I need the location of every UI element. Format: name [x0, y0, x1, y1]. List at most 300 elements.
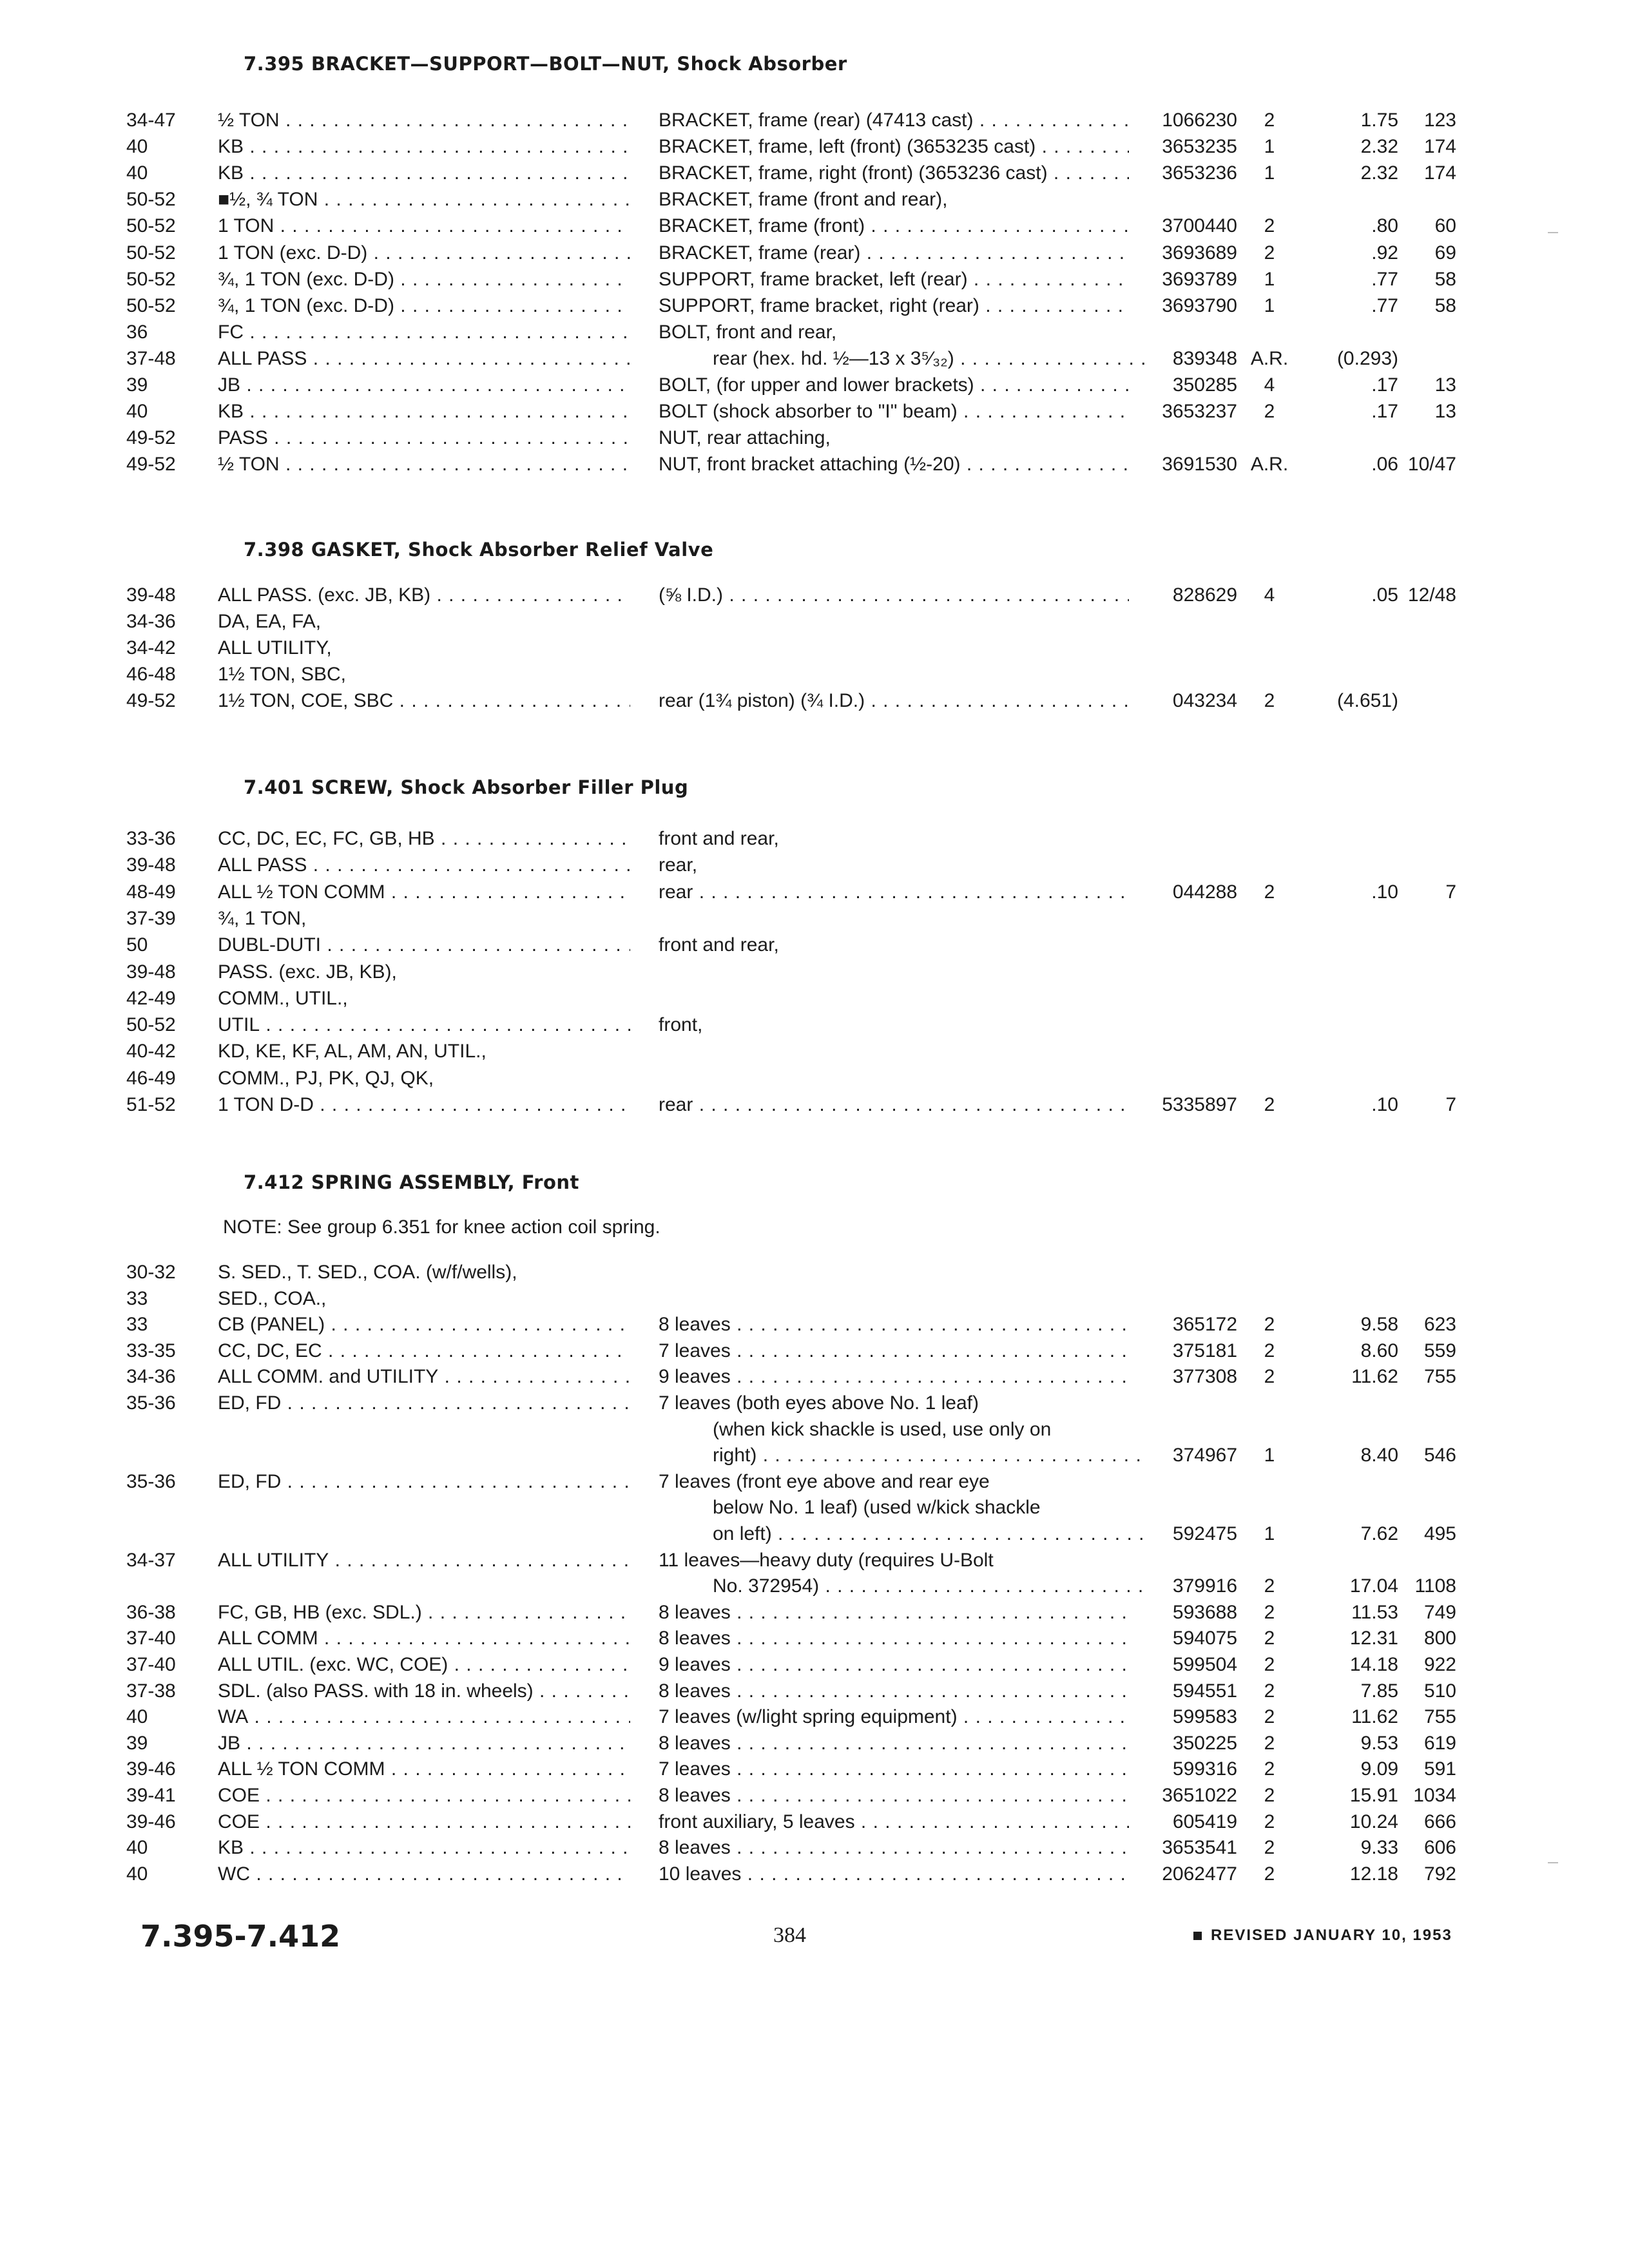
models-cell: FC, GB, HB (exc. SDL.) . . . [218, 1599, 630, 1626]
models-cell: SDL. (also PASS. with 18 in. wheels) . . . [218, 1678, 630, 1705]
models-cell: ALL ½ TON COMM . . . [218, 1756, 630, 1783]
code-cell: 559 [1423, 1340, 1456, 1361]
years-cell: 40 [126, 1706, 148, 1727]
table-row [0, 687, 1629, 715]
quantity-cell: 2 [1264, 881, 1275, 903]
description-cell: rear . . . [659, 879, 1129, 906]
part-number-cell: 839348 [1172, 348, 1237, 369]
table-row [0, 959, 1629, 986]
quantity-cell: 2 [1264, 1654, 1275, 1675]
years-cell: 34-36 [126, 1366, 176, 1387]
part-number-cell: 593688 [1172, 1602, 1237, 1623]
table-row [0, 852, 1629, 879]
description-cell: BRACKET, frame (front and rear), [659, 189, 948, 210]
description-cell: 8 leaves . . . [659, 1599, 1129, 1626]
part-number-cell: 5335897 [1162, 1094, 1237, 1115]
price-cell: 14.18 [1349, 1654, 1398, 1675]
models-cell: ALL COMM . . . [218, 1625, 630, 1652]
years-cell: 49-52 [126, 690, 176, 711]
table-row [0, 1311, 1629, 1338]
years-cell: 39-41 [126, 1785, 176, 1806]
years-cell: 39-48 [126, 584, 176, 606]
description-cell: BRACKET, frame (front) . . . [659, 213, 1129, 240]
table-row [0, 1625, 1629, 1652]
part-number-cell: 1066230 [1162, 110, 1237, 131]
models-cell: 1 TON . . . [218, 213, 630, 240]
models-cell: S. SED., T. SED., COA. (w/f/wells), [218, 1262, 517, 1283]
years-cell: 50-52 [126, 269, 176, 290]
years-cell: 33-35 [126, 1340, 176, 1361]
quantity-cell: 2 [1264, 1837, 1275, 1858]
code-cell: 606 [1423, 1837, 1456, 1858]
description-cell: front and rear, [659, 934, 779, 956]
table-row [0, 1468, 1629, 1495]
part-number-cell: 592475 [1172, 1523, 1237, 1544]
models-cell: KB . . . [218, 160, 630, 187]
table-row [0, 186, 1629, 213]
price-cell: .80 [1371, 215, 1398, 236]
models-cell: ALL UTILITY, [218, 637, 332, 658]
part-number-cell: 599583 [1172, 1706, 1237, 1727]
code-cell: 666 [1423, 1811, 1456, 1832]
models-cell: ALL PASS . . . [218, 345, 630, 372]
years-cell: 39-48 [126, 854, 176, 876]
part-number-cell: 377308 [1172, 1366, 1237, 1387]
description-cell: 7 leaves (front eye above and rear eye [659, 1471, 990, 1492]
quantity-cell: 2 [1264, 1628, 1275, 1649]
description-cell: front, [659, 1014, 703, 1035]
price-cell: (4.651) [1336, 690, 1398, 711]
price-cell: .92 [1371, 242, 1398, 264]
code-cell: 7 [1445, 1094, 1456, 1115]
part-number-cell: 374967 [1172, 1445, 1237, 1466]
years-cell: 37-40 [126, 1654, 176, 1675]
models-cell: KD, KE, KF, AL, AM, AN, UTIL., [218, 1041, 487, 1062]
years-cell: 40 [126, 1837, 148, 1858]
description-cell: 11 leaves—heavy duty (requires U-Bolt [659, 1550, 994, 1571]
price-cell: 9.53 [1360, 1733, 1398, 1754]
price-cell: 2.32 [1360, 136, 1398, 157]
part-number-cell: 365172 [1172, 1314, 1237, 1335]
years-cell: 42-49 [126, 988, 176, 1009]
models-cell: COMM., PJ, PK, QJ, QK, [218, 1068, 434, 1089]
part-number-cell: 3653236 [1162, 162, 1237, 184]
part-number-cell: 3651022 [1162, 1785, 1237, 1806]
price-cell: 12.31 [1349, 1628, 1398, 1649]
years-cell: 46-48 [126, 664, 176, 685]
price-cell: .10 [1371, 881, 1398, 903]
quantity-cell: 2 [1264, 1680, 1275, 1702]
price-cell: (0.293) [1336, 348, 1398, 369]
years-cell: 50-52 [126, 215, 176, 236]
quantity-cell: 4 [1264, 584, 1275, 606]
table-row [0, 1259, 1629, 1286]
years-cell: 33 [126, 1288, 148, 1309]
table-row [0, 1442, 1629, 1469]
models-cell: ED, FD . . . [218, 1390, 630, 1417]
part-number-cell: 599316 [1172, 1758, 1237, 1780]
part-number-cell: 3693790 [1162, 295, 1237, 316]
part-number-cell: 594551 [1172, 1680, 1237, 1702]
part-number-cell: 3693789 [1162, 269, 1237, 290]
models-cell: 1 TON (exc. D-D) . . . [218, 240, 630, 267]
price-cell: 10.24 [1349, 1811, 1398, 1832]
price-cell: 9.09 [1360, 1758, 1398, 1780]
code-cell: 749 [1423, 1602, 1456, 1623]
table-row [0, 1651, 1629, 1678]
models-cell: SED., COA., [218, 1288, 327, 1309]
price-cell: 8.60 [1360, 1340, 1398, 1361]
quantity-cell: 2 [1264, 1758, 1275, 1780]
years-cell: 34-36 [126, 611, 176, 632]
description-cell: rear, [659, 854, 698, 876]
table-row [0, 398, 1629, 425]
years-cell: 51-52 [126, 1094, 176, 1115]
models-cell: WC . . . [218, 1861, 630, 1888]
years-cell: 37-39 [126, 908, 176, 929]
table-row [0, 345, 1629, 372]
quantity-cell: 1 [1264, 136, 1275, 157]
square-bullet-icon [1193, 1932, 1202, 1940]
section-title: 7.395 BRACKET—SUPPORT—BOLT—NUT, Shock Absorber [244, 53, 847, 75]
years-cell: 40-42 [126, 1041, 176, 1062]
description-cell: SUPPORT, frame bracket, left (rear) . . . [659, 266, 1129, 293]
quantity-cell: 2 [1264, 1366, 1275, 1387]
footer-page-number: 384 [773, 1923, 806, 1947]
table-row [0, 1861, 1629, 1888]
table-row [0, 1091, 1629, 1119]
description-cell: right) . . . [713, 1442, 1144, 1469]
price-cell: 12.18 [1349, 1863, 1398, 1885]
models-cell: JB . . . [218, 1730, 630, 1757]
years-cell: 33 [126, 1314, 148, 1335]
table-row [0, 293, 1629, 320]
description-cell: (⅝ I.D.) . . . [659, 582, 1129, 609]
code-cell: 510 [1423, 1680, 1456, 1702]
years-cell: 50 [126, 934, 148, 956]
quantity-cell: 2 [1264, 1340, 1275, 1361]
quantity-cell: 2 [1264, 401, 1275, 422]
code-cell: 69 [1434, 242, 1456, 264]
table-row [0, 133, 1629, 160]
models-cell: COE . . . [218, 1809, 630, 1836]
part-number-cell: 2062477 [1162, 1863, 1237, 1885]
years-cell: 39 [126, 1733, 148, 1754]
part-number-cell: 043234 [1172, 690, 1237, 711]
price-cell: .17 [1371, 401, 1398, 422]
table-row [0, 635, 1629, 662]
price-cell: .17 [1371, 374, 1398, 396]
table-row [0, 661, 1629, 688]
models-cell: ¾, 1 TON (exc. D-D) . . . [218, 293, 630, 320]
years-cell: 37-38 [126, 1680, 176, 1702]
code-cell: 174 [1423, 162, 1456, 184]
table-row [0, 1782, 1629, 1809]
models-cell: ALL PASS. (exc. JB, KB) . . . [218, 582, 630, 609]
quantity-cell: 2 [1264, 1863, 1275, 1885]
quantity-cell: 2 [1264, 1575, 1275, 1597]
models-cell: ALL PASS . . . [218, 852, 630, 879]
part-number-cell: 379916 [1172, 1575, 1237, 1597]
models-cell: ¾, 1 TON, [218, 908, 307, 929]
models-cell: 1½ TON, COE, SBC . . . [218, 687, 630, 715]
code-cell: 12/48 [1407, 584, 1456, 606]
table-row [0, 985, 1629, 1012]
table-row [0, 1756, 1629, 1783]
code-cell: 623 [1423, 1314, 1456, 1335]
table-row [0, 319, 1629, 346]
description-cell: 8 leaves . . . [659, 1311, 1129, 1338]
code-cell: 755 [1423, 1706, 1456, 1727]
models-cell: ½ TON . . . [218, 107, 630, 134]
description-cell: 7 leaves (both eyes above No. 1 leaf) [659, 1392, 979, 1414]
table-row [0, 1390, 1629, 1417]
description-cell: BOLT (shock absorber to "I" beam) . . . [659, 398, 1129, 425]
table-row [0, 1363, 1629, 1390]
quantity-cell: 2 [1264, 690, 1275, 711]
description-cell: 9 leaves . . . [659, 1651, 1129, 1678]
models-cell: CB (PANEL) . . . [218, 1311, 630, 1338]
table-row [0, 1573, 1629, 1600]
price-cell: 7.62 [1360, 1523, 1398, 1544]
table-row [0, 825, 1629, 852]
description-cell: NUT, rear attaching, [659, 427, 831, 448]
models-cell: PASS. (exc. JB, KB), [218, 961, 397, 983]
price-cell: 15.91 [1349, 1785, 1398, 1806]
description-cell: front and rear, [659, 828, 779, 849]
description-cell: BRACKET, frame, left (front) (3653235 cast) . . . [659, 133, 1129, 160]
price-cell: .77 [1371, 295, 1398, 316]
table-row [0, 932, 1629, 959]
models-cell: ½ TON . . . [218, 451, 630, 478]
description-cell: 8 leaves . . . [659, 1782, 1129, 1809]
years-cell: 50-52 [126, 242, 176, 264]
part-number-cell: 599504 [1172, 1654, 1237, 1675]
years-cell: 34-47 [126, 110, 176, 131]
code-cell: 174 [1423, 136, 1456, 157]
table-row [0, 1065, 1629, 1092]
code-cell: 619 [1423, 1733, 1456, 1754]
table-row [0, 879, 1629, 906]
part-number-cell: 044288 [1172, 881, 1237, 903]
models-cell: JB . . . [218, 372, 630, 399]
table-row [0, 1521, 1629, 1548]
footer-group-range: 7.395-7.412 [140, 1919, 341, 1954]
models-cell: ED, FD . . . [218, 1468, 630, 1495]
code-cell: 1034 [1413, 1785, 1456, 1806]
years-cell: 50-52 [126, 1014, 176, 1035]
quantity-cell: 4 [1264, 374, 1275, 396]
models-cell: ALL UTIL. (exc. WC, COE) . . . [218, 1651, 630, 1678]
description-cell: BRACKET, frame, right (front) (3653236 cast) . . . [659, 160, 1129, 187]
years-cell: 40 [126, 162, 148, 184]
models-cell: FC . . . [218, 319, 630, 346]
description-cell: NUT, front bracket attaching (½-20) . . . [659, 451, 1129, 478]
code-cell: 13 [1434, 401, 1456, 422]
quantity-cell: 1 [1264, 295, 1275, 316]
models-cell: 1 TON D-D . . . [218, 1091, 630, 1119]
code-cell: 123 [1423, 110, 1456, 131]
code-cell: 1108 [1414, 1575, 1456, 1597]
description-cell: 8 leaves . . . [659, 1834, 1129, 1861]
table-row [0, 266, 1629, 293]
description-cell: BOLT, front and rear, [659, 322, 837, 343]
years-cell: 50-52 [126, 295, 176, 316]
code-cell: 800 [1423, 1628, 1456, 1649]
table-row [0, 905, 1629, 932]
models-cell: COE . . . [218, 1782, 630, 1809]
description-cell: 8 leaves . . . [659, 1625, 1129, 1652]
quantity-cell: 2 [1264, 215, 1275, 236]
part-number-cell: 3653235 [1162, 136, 1237, 157]
table-row [0, 160, 1629, 187]
description-cell: BRACKET, frame (rear) . . . [659, 240, 1129, 267]
quantity-cell: 2 [1264, 1706, 1275, 1727]
code-cell: 922 [1423, 1654, 1456, 1675]
years-cell: 34-42 [126, 637, 176, 658]
description-cell: 7 leaves . . . [659, 1338, 1129, 1365]
price-cell: 9.58 [1360, 1314, 1398, 1335]
quantity-cell: 1 [1264, 1523, 1275, 1544]
description-cell: rear (1¾ piston) (¾ I.D.) . . . [659, 687, 1129, 715]
years-cell: 49-52 [126, 454, 176, 475]
part-number-cell: 3653541 [1162, 1837, 1237, 1858]
years-cell: 49-52 [126, 427, 176, 448]
description-cell: 9 leaves . . . [659, 1363, 1129, 1390]
code-cell: 10/47 [1407, 454, 1456, 475]
years-cell: 30-32 [126, 1262, 176, 1283]
table-row [0, 1416, 1629, 1443]
table-row [0, 1547, 1629, 1574]
table-row [0, 1038, 1629, 1065]
price-cell: 17.04 [1349, 1575, 1398, 1597]
table-row [0, 425, 1629, 452]
section-title: 7.398 GASKET, Shock Absorber Relief Valve [244, 539, 714, 561]
description-cell: below No. 1 leaf) (used w/kick shackle [713, 1497, 1041, 1518]
description-cell: 7 leaves . . . [659, 1756, 1129, 1783]
price-cell: 11.62 [1351, 1706, 1398, 1727]
description-cell: 7 leaves (w/light spring equipment) . . . [659, 1704, 1129, 1731]
description-cell: front auxiliary, 5 leaves . . . [659, 1809, 1129, 1836]
years-cell: 36 [126, 322, 148, 343]
quantity-cell: A.R. [1250, 454, 1289, 475]
years-cell: 39 [126, 374, 148, 396]
margin-mark [1548, 232, 1558, 233]
years-cell: 39-46 [126, 1811, 176, 1832]
models-cell: WA . . . [218, 1704, 630, 1731]
years-cell: 40 [126, 136, 148, 157]
price-cell: 1.75 [1360, 110, 1398, 131]
quantity-cell: 2 [1264, 1811, 1275, 1832]
code-cell: 13 [1434, 374, 1456, 396]
description-cell: (when kick shackle is used, use only on [713, 1419, 1052, 1440]
part-number-cell: 350225 [1172, 1733, 1237, 1754]
table-row [0, 107, 1629, 134]
table-row [0, 1338, 1629, 1365]
models-cell: PASS . . . [218, 425, 630, 452]
section-title: 7.412 SPRING ASSEMBLY, Front [244, 1171, 579, 1193]
table-row [0, 1599, 1629, 1626]
part-number-cell: 375181 [1172, 1340, 1237, 1361]
price-cell: 7.85 [1360, 1680, 1398, 1702]
years-cell: 48-49 [126, 881, 176, 903]
models-cell: DUBL-DUTI . . . [218, 932, 630, 959]
table-row [0, 451, 1629, 478]
years-cell: 39-48 [126, 961, 176, 983]
section-note: NOTE: See group 6.351 for knee action coil spring. [223, 1216, 660, 1238]
years-cell: 40 [126, 401, 148, 422]
price-cell: .77 [1371, 269, 1398, 290]
models-cell: ■½, ¾ TON . . . [218, 186, 630, 213]
years-cell: 50-52 [126, 189, 176, 210]
description-cell: BOLT, (for upper and lower brackets) . . . [659, 372, 1129, 399]
models-cell: ¾, 1 TON (exc. D-D) . . . [218, 266, 630, 293]
footer-revised-text: REVISED JANUARY 10, 1953 [1211, 1927, 1452, 1944]
code-cell: 58 [1434, 269, 1456, 290]
models-cell: UTIL . . . [218, 1012, 630, 1039]
models-cell: ALL UTILITY . . . [218, 1547, 630, 1574]
part-number-cell: 3653237 [1162, 401, 1237, 422]
footer-revised [1193, 1927, 1452, 1945]
quantity-cell: 1 [1264, 269, 1275, 290]
table-row [0, 1678, 1629, 1705]
code-cell: 495 [1423, 1523, 1456, 1544]
quantity-cell: 2 [1264, 1733, 1275, 1754]
years-cell: 37-48 [126, 348, 176, 369]
description-cell: No. 372954) . . . [713, 1573, 1144, 1600]
price-cell: 9.33 [1360, 1837, 1398, 1858]
part-number-cell: 828629 [1172, 584, 1237, 606]
price-cell: .05 [1371, 584, 1398, 606]
models-cell: CC, DC, EC . . . [218, 1338, 630, 1365]
years-cell: 39-46 [126, 1758, 176, 1780]
part-number-cell: 3691530 [1162, 454, 1237, 475]
price-cell: 11.62 [1351, 1366, 1398, 1387]
code-cell: 58 [1434, 295, 1456, 316]
quantity-cell: 1 [1264, 1445, 1275, 1466]
margin-mark [1548, 1862, 1558, 1863]
models-cell: 1½ TON, SBC, [218, 664, 346, 685]
table-row [0, 582, 1629, 609]
models-cell: KB . . . [218, 133, 630, 160]
table-row [0, 1704, 1629, 1731]
years-cell: 40 [126, 1863, 148, 1885]
years-cell: 46-49 [126, 1068, 176, 1089]
description-cell: rear . . . [659, 1091, 1129, 1119]
part-number-cell: 3693689 [1162, 242, 1237, 264]
description-cell: SUPPORT, frame bracket, right (rear) . . . [659, 293, 1129, 320]
part-number-cell: 605419 [1172, 1811, 1237, 1832]
quantity-cell: 2 [1264, 1785, 1275, 1806]
table-row [0, 372, 1629, 399]
table-row [0, 1834, 1629, 1861]
years-cell: 35-36 [126, 1471, 176, 1492]
part-number-cell: 3700440 [1162, 215, 1237, 236]
table-row [0, 608, 1629, 635]
quantity-cell: A.R. [1250, 348, 1289, 369]
models-cell: CC, DC, EC, FC, GB, HB . . . [218, 825, 630, 852]
models-cell: DA, EA, FA, [218, 611, 322, 632]
table-row [0, 1012, 1629, 1039]
years-cell: 34-37 [126, 1550, 176, 1571]
part-number-cell: 594075 [1172, 1628, 1237, 1649]
models-cell: ALL ½ TON COMM . . . [218, 879, 630, 906]
description-cell: on left) . . . [713, 1521, 1144, 1548]
years-cell: 35-36 [126, 1392, 176, 1414]
quantity-cell: 1 [1264, 162, 1275, 184]
quantity-cell: 2 [1264, 242, 1275, 264]
code-cell: 546 [1423, 1445, 1456, 1466]
